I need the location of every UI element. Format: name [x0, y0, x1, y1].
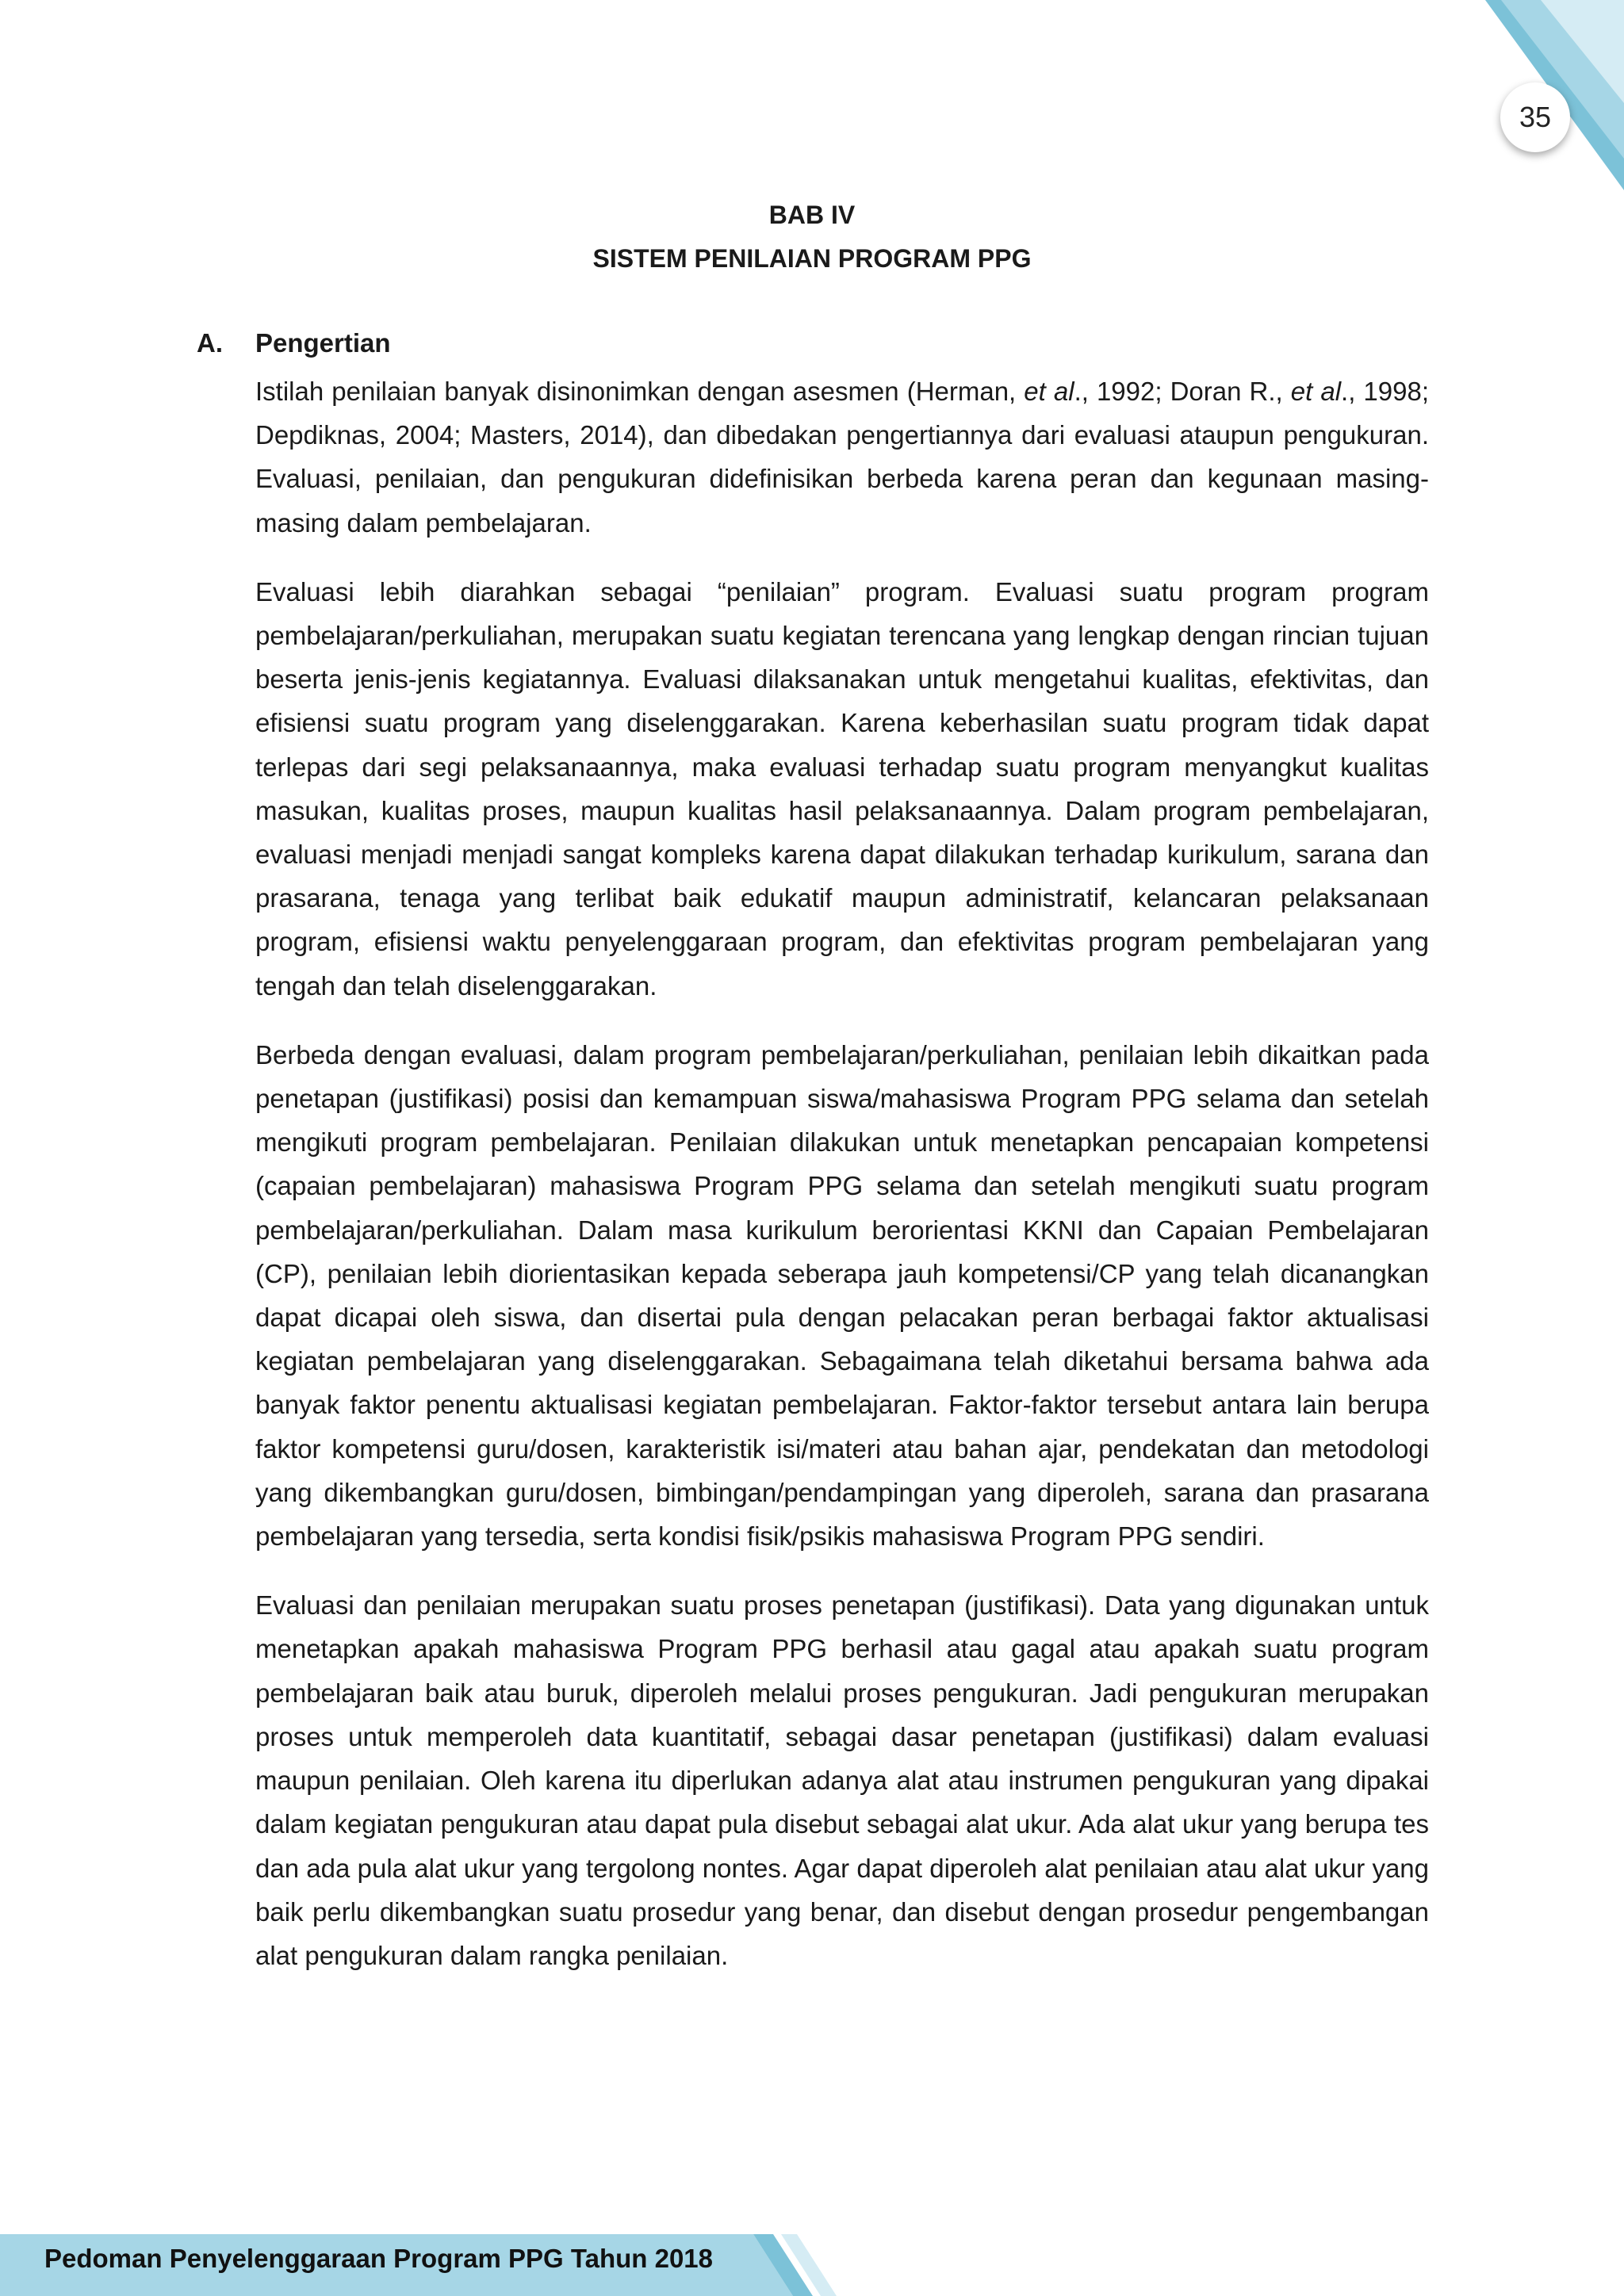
paragraph-1-part: ., 1992; Doran R.,	[1074, 377, 1291, 406]
paragraph-4: Evaluasi dan penilaian merupakan suatu proses penetapan (justifikasi). Data yang digunakan untuk menetapkan apakah mahasiswa Program PPG berhasil atau gagal atau apakah suatu program pembelajaran baik atau buruk, diperoleh melalui proses pengukuran. Jadi pengukuran merupakan proses untuk memperoleh data kuantitatif, sebagai dasar penetapan (justifikasi) dalam evaluasi maupun penilaian. Oleh karena itu diperlukan adanya alat atau instrumen pengukuran yang dipakai dalam kegiatan pengukuran atau dapat pula disebut sebagai alat ukur. Ada alat ukur yang berupa tes dan ada pula alat ukur yang tergolong nontes. Agar dapat diperoleh alat penilaian atau alat ukur yang baik perlu dikembangkan suatu prosedur yang benar, dan disebut dengan prosedur pengembangan alat pengukuran dalam rangka penilaian.	[255, 1590, 1429, 1970]
paragraph-2: Evaluasi lebih diarahkan sebagai “penilaian” program. Evaluasi suatu program program pembelajaran/perkuliahan, merupakan suatu kegiatan terencana yang lengkap dengan rincian tujuan beserta jenis-jenis kegiatannya. Evaluasi dilaksanakan untuk mengetahui kualitas, efektivitas, dan efisiensi suatu program yang diselenggarakan. Karena keberhasilan suatu program tidak dapat terlepas dari segi pelaksanaannya, maka evaluasi terhadap suatu program menyangkut kualitas masukan, kualitas proses, maupun kualitas hasil pelaksanaannya. Dalam program pembelajaran, evaluasi menjadi menjadi sangat kompleks karena dapat dilakukan terhadap kurikulum, sarana dan prasarana, tenaga yang terlibat baik edukatif maupun administratif, kelancaran pelaksanaan program, efisiensi waktu penyelenggaraan program, dan efektivitas program pembelajaran yang tengah dan telah diselenggarakan.	[255, 576, 1429, 1001]
paragraph-3: Berbeda dengan evaluasi, dalam program pembelajaran/perkuliahan, penilaian lebih dikaitkan pada penetapan (justifikasi) posisi dan kemampuan siswa/mahasiswa Program PPG selama dan setelah mengikuti program pembelajaran. Penilaian dilakukan untuk menetapkan pencapaian kompetensi (capaian pembelajaran) mahasiswa Program PPG selama dan setelah mengikuti suatu program pembelajaran/perkuliahan. Dalam masa kurikulum berorientasi KKNI dan Capaian Pembelajaran (CP), penilaian lebih diorientasikan kepada seberapa jauh kompetensi/CP yang telah dicanangkan dapat dicapai oleh siswa, dan disertai pula dengan pelacakan peran berbagai faktor aktualisasi kegiatan pembelajaran yang diselenggarakan. Sebagaimana telah diketahui bersama bahwa ada banyak faktor penentu aktualisasi kegiatan pembelajaran. Faktor-faktor tersebut antara lain berupa faktor kompetensi guru/dosen, karakteristik isi/materi atau bahan ajar, pendekatan dan metodologi yang dikembangkan guru/dosen, bimbingan/pendampingan yang diperoleh, sarana dan prasarana pembelajaran yang tersedia, serta kondisi fisik/psikis mahasiswa Program PPG sendiri.	[255, 1039, 1429, 1552]
citation-etal: et al	[1290, 377, 1342, 406]
section-title: Pengertian	[255, 328, 391, 358]
section-letter: A.	[197, 328, 223, 358]
page-number: 35	[1500, 82, 1570, 152]
citation-etal: et al	[1024, 377, 1074, 406]
paragraph-1	[255, 369, 1429, 545]
chapter-label: BAB IV	[768, 201, 856, 229]
chapter-title: SISTEM PENILAIAN PROGRAM PPG	[592, 244, 1032, 273]
footer-title: Pedoman Penyelenggaraan Program PPG Tahun 2018	[44, 2244, 713, 2273]
paragraph-1-part: ., 1998; Depdiknas, 2004; Masters, 2014), dan dibedakan pengertiannya dari evaluasi ataupun pengukuran. Evaluasi, penilaian, dan pengukuran didefinisikan berbeda karena peran dan kegunaan masing-masing dalam pembelajaran.	[255, 377, 1430, 538]
paragraph-1-part: Istilah penilaian banyak disinonimkan dengan asesmen (Herman,	[255, 377, 1025, 406]
body-text	[255, 369, 1429, 2003]
